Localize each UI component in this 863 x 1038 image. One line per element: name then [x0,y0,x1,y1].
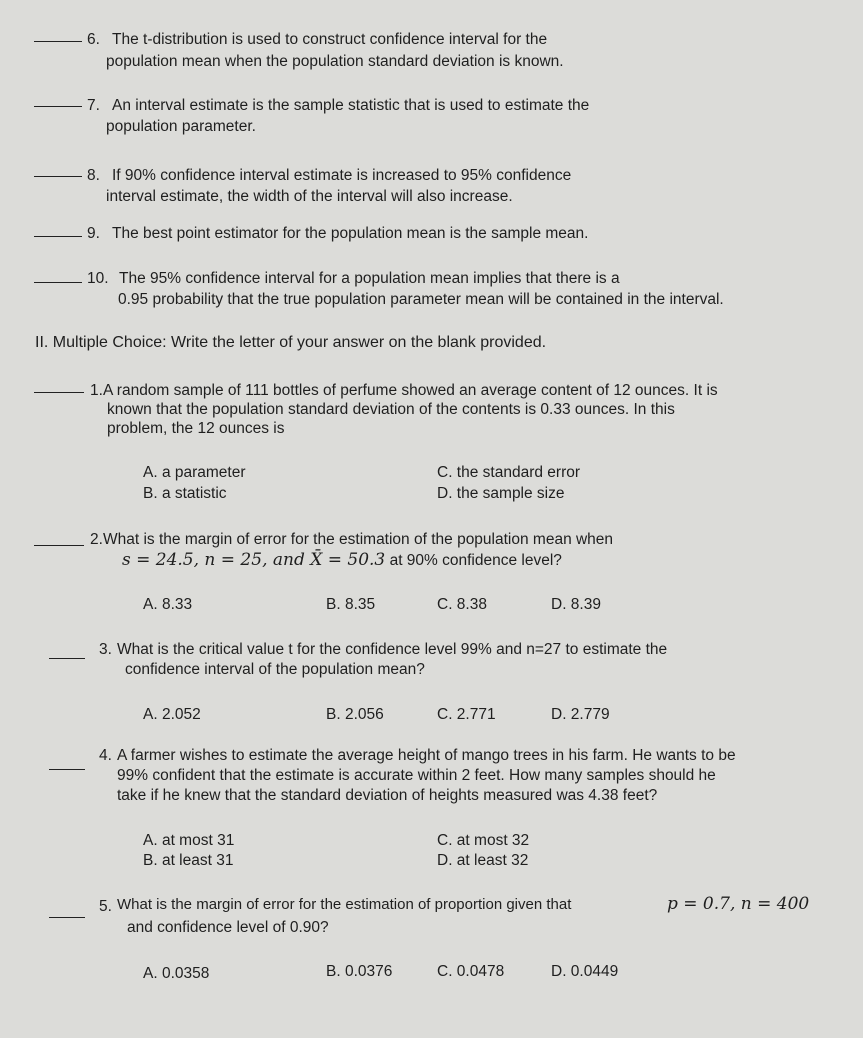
item-text: The 95% confidence interval for a population mean implies that there is a [119,270,620,287]
question-text: What is the margin of error for the estimation of the population mean when [103,531,614,548]
item-number: 6. [87,31,100,48]
choice-d: D. at least 32 [437,852,529,869]
question-number: 5. [99,898,112,915]
item-number: 10. [87,270,109,287]
question-text: and confidence level of 0.90? [127,919,329,936]
answer-blank[interactable] [49,658,85,659]
question-text [122,550,562,571]
item-text: population parameter. [106,118,256,135]
choice-c: C. the standard error [437,464,581,481]
choice-c: C. at most 32 [437,832,530,849]
question-text: 99% confident that the estimate is accurate within 2 feet. How many samples should he [117,767,716,784]
question-text: What is the critical value t for the confidence level 99% and n=27 to estimate the [117,641,668,658]
question-text: A random sample of 111 bottles of perfume showed an average content of 12 ounces. It is [103,382,718,399]
question-number: 2. [90,531,103,548]
choice-a: A. 2.052 [143,706,201,723]
choice-c: C. 2.771 [437,706,496,723]
answer-blank[interactable] [34,392,84,393]
choice-b: B. at least 31 [143,852,234,869]
answer-blank[interactable] [34,236,82,237]
choice-d: D. the sample size [437,485,565,502]
answer-blank[interactable] [34,282,82,283]
answer-blank[interactable] [49,917,85,918]
choice-b: B. 0.0376 [326,963,393,980]
item-text: If 90% confidence interval estimate is increased to 95% confidence [112,167,572,184]
choice-d: D. 8.39 [551,596,601,613]
question-text-main: What is the margin of error for the estimation of proportion given that [117,896,572,913]
choice-a: A. 8.33 [143,596,193,613]
answer-blank[interactable] [34,106,82,107]
formula: s = 24.5, n = 25, and X̄ = 50.3 [122,550,386,570]
answer-blank[interactable] [34,41,82,42]
item-text: The best point estimator for the population mean is the sample mean. [112,225,589,242]
answer-blank[interactable] [49,769,85,770]
choice-c: C. 8.38 [437,596,487,613]
question-number: 1. [90,382,103,399]
question-text: confidence interval of the population mean? [125,661,425,678]
section-heading: II. Multiple Choice: Write the letter of your answer on the blank provided. [35,334,547,351]
item-number: 9. [87,225,100,242]
item-text: population mean when the population standard deviation is known. [106,53,564,70]
choice-b: B. a statistic [143,485,227,502]
question-text: take if he knew that the standard deviation of heights measured was 4.38 feet? [117,787,658,804]
item-text: 0.95 probability that the true population parameter mean will be contained in the interval. [118,291,724,308]
question-text-tail: at 90% confidence level? [385,552,562,569]
item-number: 7. [87,97,100,114]
question-text: A farmer wishes to estimate the average height of mango trees in his farm. He wants to be [117,747,736,764]
choice-a: A. 0.0358 [143,965,210,982]
choice-b: B. 2.056 [326,706,384,723]
choice-a: A. a parameter [143,464,246,481]
question-number: 3. [99,641,112,658]
item-text: An interval estimate is the sample statistic that is used to estimate the [112,97,590,114]
question-number: 4. [99,747,112,764]
item-text: interval estimate, the width of the interval will also increase. [106,188,513,205]
item-number: 8. [87,167,100,184]
choice-b: B. 8.35 [326,596,376,613]
item-text: The t-distribution is used to construct confidence interval for the [112,31,548,48]
choice-a: A. at most 31 [143,832,235,849]
formula: p = 0.7, n = 400 [667,894,810,914]
question-text: known that the population standard deviation of the contents is 0.33 ounces. In this [107,401,675,418]
choice-d: D. 2.779 [551,706,610,723]
question-text: problem, the 12 ounces is [107,420,285,437]
answer-blank[interactable] [34,545,84,546]
answer-blank[interactable] [34,176,82,177]
choice-c: C. 0.0478 [437,963,505,980]
question-text [117,894,809,915]
choice-d: D. 0.0449 [551,963,619,980]
